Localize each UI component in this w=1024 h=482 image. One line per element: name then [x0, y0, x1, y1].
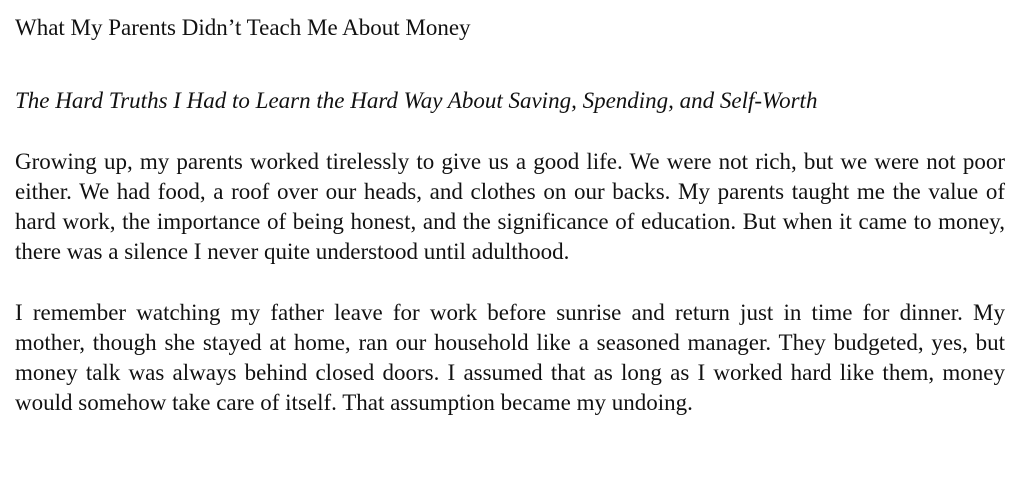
paragraph-remember: I remember watching my father leave for work before sunrise and return just in time for dinner. My mother, though she stayed at home, ran our household like a seasoned manager. They budgeted, yes, but money talk was always behind closed doors. I assumed that as long as I worked hard like them, money would somehow take care of itself. That assumption became my undoing. — [15, 300, 1005, 415]
paragraph-growing-up: Growing up, my parents worked tirelessly to give us a good life. We were not rich, but we were not poor either. We had food, a roof over our heads, and clothes on our backs. My parents taught me the value of hard work, the importance of being honest, and the significance of education. But when it came to money, there was a silence I never quite understood until adulthood. — [15, 149, 1005, 264]
document-subtitle: The Hard Truths I Had to Learn the Hard Way About Saving, Spending, and Self-Worth — [15, 88, 818, 113]
document-page — [15, 13, 1005, 418]
document-title: What My Parents Didn’t Teach Me About Money — [15, 15, 471, 40]
